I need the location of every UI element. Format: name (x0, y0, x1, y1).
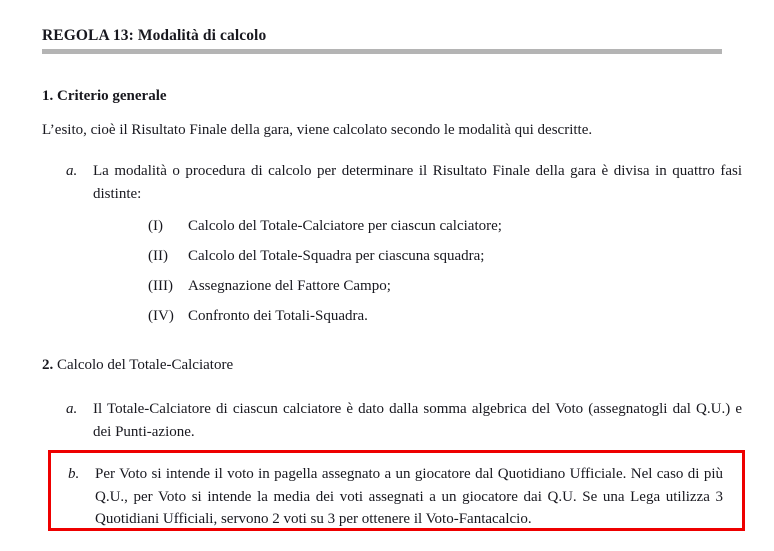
list-item (68, 463, 723, 531)
roman-item-text: Calcolo del Totale-Calciatore per ciascun calciatore; (188, 218, 502, 234)
list-item (148, 241, 502, 271)
list-item-marker: b. (68, 466, 80, 482)
list-item-text: Il Totale-Calciatore di ciascun calciatore è dato dalla somma algebrica del Voto (assegnatogli dal Q.U.) e dei Punti-azione. (93, 401, 742, 440)
list-item (66, 160, 742, 205)
roman-numeral-list (148, 211, 502, 331)
section-2-number: 2. (42, 357, 54, 373)
roman-numeral: (II) (148, 248, 168, 264)
title-divider (42, 49, 722, 54)
roman-item-text: Calcolo del Totale-Squadra per ciascuna squadra; (188, 248, 485, 264)
section-heading-1 (42, 88, 167, 105)
list-item (148, 211, 502, 241)
section-1-number: 1. (42, 88, 54, 104)
section-heading-2 (42, 357, 233, 374)
roman-item-text: Confronto dei Totali-Squadra. (188, 308, 368, 324)
section-1-label: Criterio generale (53, 88, 167, 104)
list-item (148, 271, 502, 301)
roman-numeral: (III) (148, 278, 173, 294)
page-title: REGOLA 13: Modalità di calcolo (42, 27, 267, 44)
roman-numeral: (IV) (148, 308, 174, 324)
list-item-marker: a. (66, 163, 78, 179)
list-item (66, 398, 742, 443)
roman-numeral: (I) (148, 218, 163, 234)
roman-item-text: Assegnazione del Fattore Campo; (188, 278, 391, 294)
list-item-marker: a. (66, 401, 78, 417)
list-item-text: Per Voto si intende il voto in pagella assegnato a un giocatore dal Quotidiano Ufficiale. Nel caso di più Q.U., per Voto si intende la media dei voti assegnati a un giocatore dai Q.U. Se una Lega utilizza 3 Quotidiani Ufficiali, servono 2 voti su 3 per ottenere il Voto-Fantacalcio. (95, 466, 723, 527)
list-item-text: La modalità o procedura di calcolo per determinare il Risultato Finale della gara è divisa in quattro fasi distinte: (93, 163, 742, 202)
highlighted-callout-box (48, 450, 745, 531)
section-1-paragraph: L’esito, cioè il Risultato Finale della gara, viene calcolato secondo le modalità qui descritte. (42, 122, 593, 138)
section-2-label: Calcolo del Totale-Calciatore (53, 357, 234, 373)
list-item (148, 301, 502, 331)
